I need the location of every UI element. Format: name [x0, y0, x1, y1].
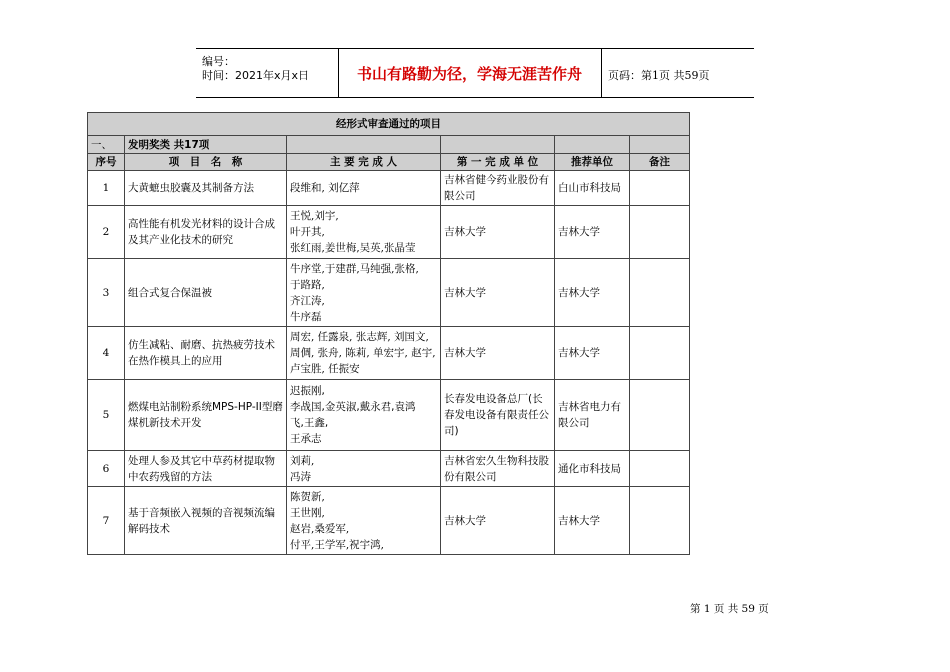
- header-divider: [601, 49, 602, 97]
- contributor-line: 刘莉,: [290, 454, 315, 467]
- column-header-recommender: 推荐单位: [555, 154, 630, 171]
- first-unit: 吉林大学: [441, 206, 555, 259]
- contributor-line: 赵岩,桑爱军,: [290, 522, 350, 535]
- note: [630, 259, 690, 327]
- contributor-line: 飞,王鑫,: [290, 417, 329, 429]
- first-unit: 吉林大学: [441, 327, 555, 380]
- note: [630, 487, 690, 555]
- row-number: 1: [88, 171, 125, 206]
- table-row: [88, 451, 690, 487]
- column-header-no: 序号: [88, 154, 125, 171]
- category-index: 一、: [88, 136, 125, 154]
- first-unit: 吉林省宏久生物科技股份有限公司: [441, 451, 555, 487]
- recommender: 吉林大学: [555, 487, 630, 555]
- table-row: [88, 327, 690, 380]
- table-row: [88, 171, 690, 206]
- recommender: 吉林省电力有限公司: [555, 380, 630, 451]
- project-name: 处理人参及其它中草药材提取物中农药残留的方法: [125, 451, 287, 487]
- main-contributors: [287, 451, 441, 487]
- note: [630, 327, 690, 380]
- contributor-line: 付平,王学军,祝宇鸿,: [290, 538, 385, 551]
- project-name: 大黄蟅虫胶囊及其制备方法: [125, 171, 287, 206]
- table-row: [88, 206, 690, 259]
- doc-number-label: 编号：: [202, 55, 235, 68]
- contributor-line: 牛序磊: [290, 310, 322, 323]
- contributor-line: 齐江涛,: [290, 294, 325, 307]
- column-header-row: [88, 154, 690, 171]
- column-header-name: 项 目 名 称: [125, 154, 287, 171]
- contributor-line: 迟振刚,: [290, 385, 325, 397]
- contributor-line: 周倜, 张舟, 陈莉, 单宏宇, 赵宇,: [290, 347, 436, 359]
- recommender: 白山市科技局: [555, 171, 630, 206]
- header-page-number: 页码：第1页 共59页: [608, 69, 710, 82]
- first-unit: 吉林省健今药业股份有限公司: [441, 171, 555, 206]
- contributor-line: 叶开其,: [290, 226, 325, 238]
- contributor-line: 张红雨,姜世梅,吴英,张晶莹: [290, 242, 416, 254]
- category-row: [88, 136, 690, 154]
- recommender: 通化市科技局: [555, 451, 630, 487]
- first-unit: 吉林大学: [441, 259, 555, 327]
- row-number: 3: [88, 259, 125, 327]
- column-header-note: 备注: [630, 154, 690, 171]
- document-header: [196, 48, 754, 98]
- main-contributors: [287, 259, 441, 327]
- project-name: 仿生减粘、耐磨、抗热疲劳技术在热作模具上的应用: [125, 327, 287, 380]
- recommender: 吉林大学: [555, 206, 630, 259]
- table-row: [88, 259, 690, 327]
- contributor-line: 卢宝胜, 任振安: [290, 363, 360, 375]
- main-contributors: [287, 487, 441, 555]
- row-number: 5: [88, 380, 125, 451]
- table-title: 经形式审查通过的项目: [88, 113, 690, 136]
- header-motto: 书山有路勤为径，学海无涯苦作舟: [356, 65, 582, 83]
- first-unit: 吉林大学: [441, 487, 555, 555]
- table-row: [88, 487, 690, 555]
- contributor-line: 于路路,: [290, 278, 325, 291]
- contributor-line: 王悦,刘宇,: [290, 210, 339, 222]
- row-number: 7: [88, 487, 125, 555]
- note: [630, 451, 690, 487]
- contributor-line: 王世刚,: [290, 506, 325, 519]
- note: [630, 206, 690, 259]
- main-contributors: [287, 327, 441, 380]
- main-contributors: [287, 206, 441, 259]
- column-header-people: 主 要 完 成 人: [287, 154, 441, 171]
- note: [630, 171, 690, 206]
- project-name: 高性能有机发光材料的设计合成及其产业化技术的研究: [125, 206, 287, 259]
- contributor-line: 陈贺新,: [290, 490, 325, 503]
- column-header-unit: 第 一 完 成 单 位: [441, 154, 555, 171]
- project-name: 组合式复合保温被: [125, 259, 287, 327]
- note: [630, 380, 690, 451]
- recommender: 吉林大学: [555, 259, 630, 327]
- row-number: 4: [88, 327, 125, 380]
- recommender: 吉林大学: [555, 327, 630, 380]
- first-unit: 长春发电设备总厂(长春发电设备有限责任公司): [441, 380, 555, 451]
- page-footer: 第 1 页 共 59 页: [690, 603, 769, 615]
- project-name: 燃煤电站制粉系统MPS-HP-II型磨煤机新技术开发: [125, 380, 287, 451]
- row-number: 2: [88, 206, 125, 259]
- table-title-row: [88, 113, 690, 136]
- table-row: [88, 380, 690, 451]
- row-number: 6: [88, 451, 125, 487]
- contributor-line: 李战国,金英淑,戴永君,袁鸿: [290, 401, 416, 413]
- contributor-line: 段维和, 刘亿萍: [290, 182, 360, 194]
- main-contributors: [287, 171, 441, 206]
- doc-date: 时间：2021年x月x日: [202, 69, 310, 82]
- contributor-line: 王承志: [290, 433, 322, 445]
- project-table: [87, 112, 690, 555]
- category-name: 发明奖类 共17项: [125, 136, 287, 154]
- contributor-line: 牛序堂,于建群,马纯强,张格,: [290, 262, 419, 275]
- contributor-line: 周宏, 任露泉, 张志辉, 刘国文,: [290, 331, 429, 343]
- project-name: 基于音频嵌入视频的音视频流编解码技术: [125, 487, 287, 555]
- contributor-line: 冯涛: [290, 470, 311, 483]
- main-contributors: [287, 380, 441, 451]
